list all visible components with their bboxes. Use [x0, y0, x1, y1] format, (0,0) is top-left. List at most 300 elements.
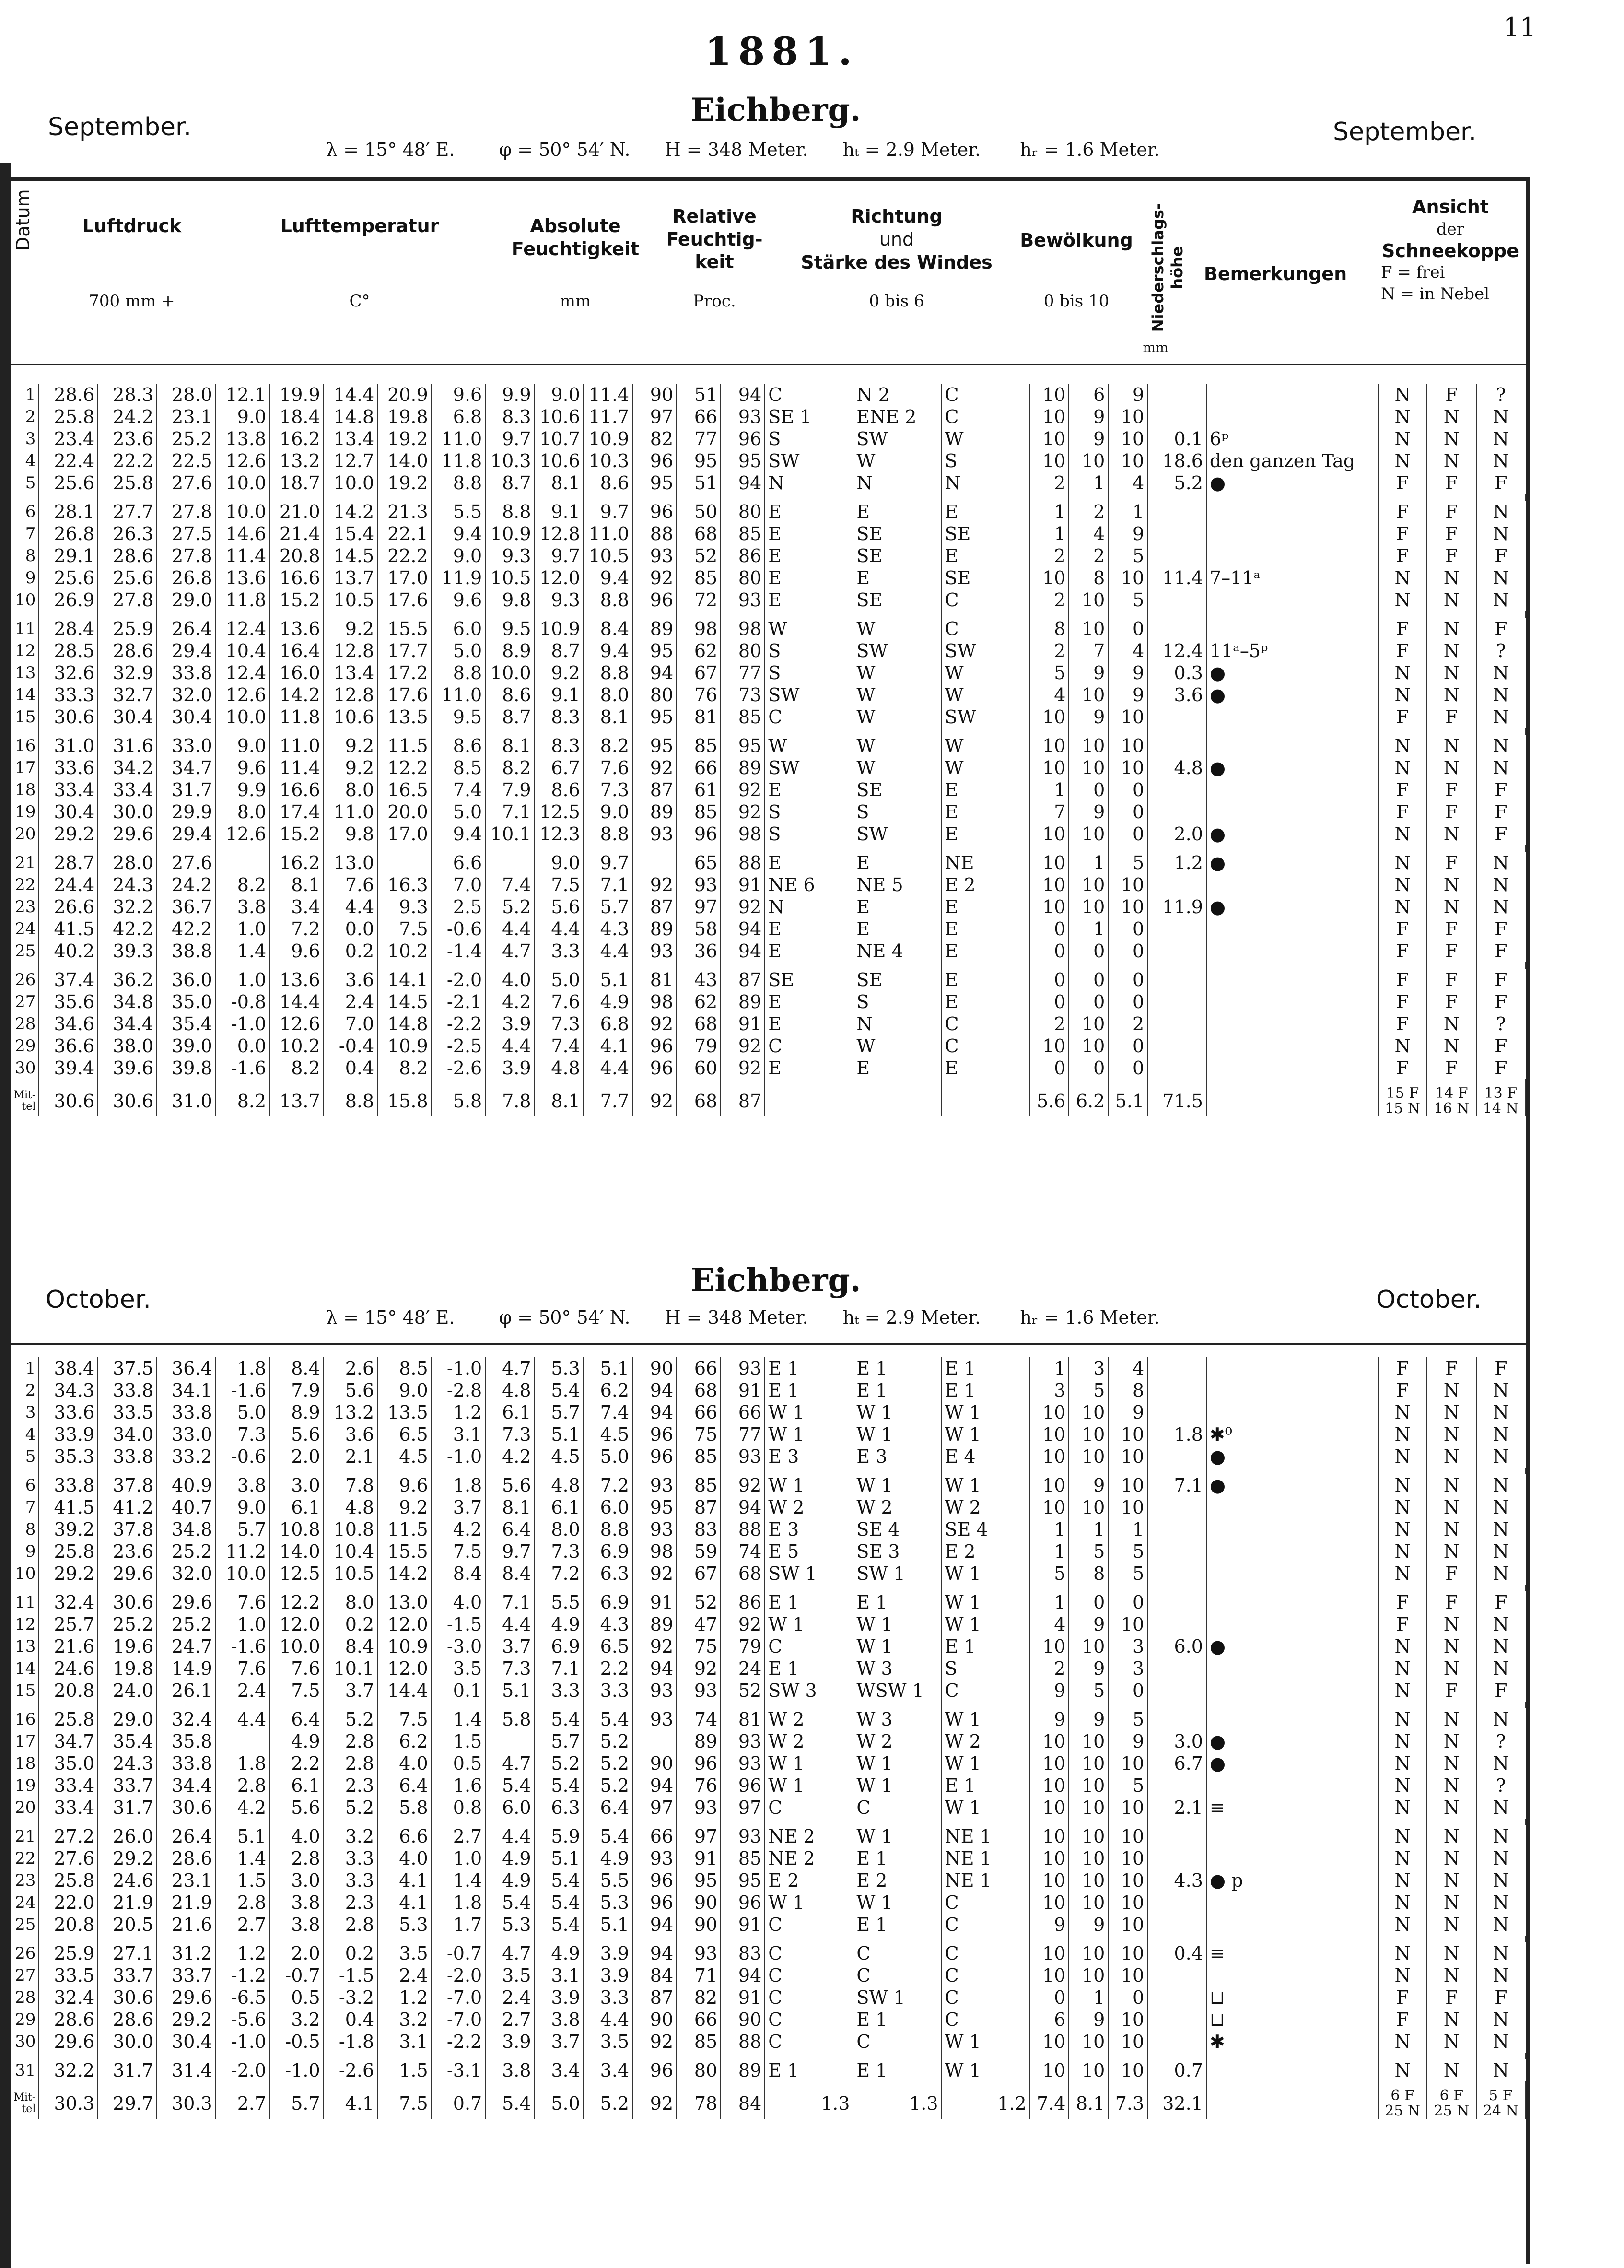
day-cell: 21 — [10, 1825, 39, 1847]
abs-humidity-cell: 3.9 — [485, 1013, 534, 1035]
pressure-cell: 23.6 — [98, 428, 157, 450]
cloud-cell: 10 — [1030, 428, 1069, 450]
abs-humidity-cell: 5.4 — [535, 1379, 584, 1401]
mean-cloud: 7.3 — [1108, 2088, 1147, 2119]
rel-humidity-cell: 94 — [632, 1914, 677, 1936]
abs-humidity-cell: 8.2 — [485, 757, 534, 779]
temperature-cell: -1.0 — [432, 1445, 486, 1468]
rel-humidity-cell: 96 — [632, 501, 677, 523]
gap-cell — [942, 494, 1030, 501]
wind-cell: SE — [942, 523, 1030, 545]
pressure-cell: 39.3 — [98, 940, 157, 962]
remark-cell: ● p — [1206, 1869, 1378, 1892]
temperature-cell: 1.0 — [432, 1847, 486, 1869]
abs-humidity-cell: 8.4 — [584, 618, 632, 640]
rel-humidity-cell: 60 — [677, 1057, 721, 1079]
rel-humidity-cell: 91 — [632, 1591, 677, 1613]
rel-humidity-cell: 94 — [632, 662, 677, 684]
precip-cell — [1147, 1496, 1206, 1518]
day-cell: 27 — [10, 1964, 39, 1986]
wind-cell: E — [942, 896, 1030, 918]
abs-humidity-cell: 7.1 — [535, 1657, 584, 1680]
abs-humidity-cell: 5.1 — [584, 969, 632, 991]
temperature-cell: 1.5 — [432, 1730, 486, 1752]
gap-cell — [1427, 2053, 1476, 2059]
gap-cell — [269, 962, 324, 969]
snowpeak-cell: N — [1493, 896, 1509, 917]
temperature-cell: 8.1 — [269, 874, 324, 896]
precip-cell — [1147, 1563, 1206, 1585]
gap-cell — [485, 1079, 534, 1086]
gap-cell — [1030, 611, 1069, 618]
gap-cell — [584, 2053, 632, 2059]
snowpeak-cell: F — [1495, 823, 1507, 845]
pressure-cell: 37.8 — [98, 1474, 157, 1496]
gap-cell — [535, 1079, 584, 1086]
gap-cell — [10, 611, 39, 618]
pressure-cell: 29.6 — [98, 1563, 157, 1585]
abs-humidity-cell: 5.7 — [535, 1730, 584, 1752]
pressure-cell: 41.2 — [98, 1496, 157, 1518]
remark-cell: ● — [1206, 852, 1378, 874]
gap-cell — [432, 1819, 486, 1825]
temperature-cell: 10.1 — [324, 1657, 378, 1680]
rel-humidity-cell: 86 — [721, 545, 765, 567]
day-cell: 15 — [10, 1680, 39, 1702]
cloud-cell: 5 — [1108, 589, 1147, 611]
temperature-cell: 13.6 — [269, 618, 324, 640]
pressure-cell: 26.8 — [39, 523, 98, 545]
rel-humidity-cell: 95 — [632, 1496, 677, 1518]
pressure-cell: 22.0 — [39, 1892, 98, 1914]
day-cell: 22 — [10, 1847, 39, 1869]
snowpeak-cell: N — [1427, 2059, 1476, 2081]
temperature-cell: -7.0 — [432, 1986, 486, 2009]
snowpeak-cell: N — [1493, 1709, 1509, 1730]
precip-cell — [1147, 1357, 1206, 1379]
abs-humidity-cell: 2.7 — [485, 2009, 534, 2031]
pressure-cell: 38.8 — [157, 940, 216, 962]
temperature-cell: 2.6 — [324, 1357, 378, 1379]
wind-cell: C — [765, 1797, 853, 1819]
temperature-cell: 13.5 — [377, 706, 432, 728]
rel-humidity-cell: 87 — [632, 779, 677, 801]
precip-cell — [1147, 523, 1206, 545]
cloud-cell: 7 — [1030, 801, 1069, 823]
cloud-cell: 10 — [1108, 1474, 1147, 1496]
temperature-cell: 2.8 — [324, 1730, 378, 1752]
gap-cell — [1147, 1079, 1206, 1086]
gap-cell — [157, 1702, 216, 1708]
temperature-cell: -0.6 — [432, 918, 486, 940]
wind-cell: W 2 — [765, 1496, 853, 1518]
temperature-cell: 17.6 — [377, 589, 432, 611]
mean-temperature: 2.7 — [216, 2088, 270, 2119]
abs-humidity-cell: 10.3 — [584, 450, 632, 472]
temperature-cell: 3.0 — [269, 1869, 324, 1892]
abs-humidity-cell: 9.1 — [535, 501, 584, 523]
table-row — [10, 406, 1525, 428]
temperature-cell: 7.4 — [432, 779, 486, 801]
cloud-cell: 10 — [1069, 1445, 1108, 1468]
gap-cell — [10, 728, 39, 735]
abs-humidity-cell: 10.6 — [535, 406, 584, 428]
gap-cell — [1476, 494, 1525, 501]
cloud-cell: 9 — [1069, 428, 1108, 450]
gap-cell — [1069, 1702, 1108, 1708]
abs-humidity-cell: 3.9 — [584, 1942, 632, 1964]
rel-humidity-cell: 88 — [721, 2031, 765, 2053]
rel-humidity-cell: 68 — [677, 1013, 721, 1035]
day-cell: 23 — [10, 1869, 39, 1892]
wind-cell: WSW 1 — [853, 1680, 941, 1702]
temperature-cell: 8.9 — [269, 1401, 324, 1423]
cloud-cell: 10 — [1108, 450, 1147, 472]
day-cell: 5 — [10, 472, 39, 494]
gap-cell — [39, 728, 98, 735]
temperature-cell: 5.6 — [324, 1379, 378, 1401]
abs-humidity-cell: 8.1 — [584, 706, 632, 728]
temperature-cell: 8.0 — [216, 801, 270, 823]
rel-humidity-cell: 81 — [721, 1708, 765, 1730]
table-row — [10, 1774, 1525, 1797]
snowpeak-cell: F — [1427, 852, 1476, 874]
snowpeak-cell: F — [1378, 1613, 1427, 1635]
temperature-cell: 2.8 — [216, 1892, 270, 1914]
wind-cell: E 3 — [765, 1518, 853, 1540]
temperature-cell: 9.4 — [432, 823, 486, 845]
abs-humidity-cell: 8.8 — [485, 501, 534, 523]
day-cell: 18 — [10, 1752, 39, 1774]
abs-humidity-cell: 4.4 — [485, 1825, 534, 1847]
snowpeak-cell: N — [1493, 874, 1509, 895]
mean-cloud: 8.1 — [1069, 2088, 1108, 2119]
pressure-cell: 42.2 — [157, 918, 216, 940]
gap-cell — [39, 962, 98, 969]
gap-cell — [485, 611, 534, 618]
pressure-cell: 22.4 — [39, 450, 98, 472]
snowpeak-cell: N — [1378, 1797, 1427, 1819]
mean-abs-humidity: 7.7 — [584, 1086, 632, 1116]
gap-cell — [39, 2053, 98, 2059]
snowpeak-cell: F — [1378, 706, 1427, 728]
pressure-cell: 33.8 — [98, 1445, 157, 1468]
gap-cell — [1108, 845, 1147, 852]
wind-cell: E — [853, 1057, 941, 1079]
temperature-cell: 7.6 — [269, 1657, 324, 1680]
cloud-cell: 10 — [1030, 1869, 1069, 1892]
snowpeak-cell: F — [1378, 918, 1427, 940]
pressure-cell: 36.0 — [157, 969, 216, 991]
temperature-cell: 2.7 — [432, 1825, 486, 1847]
temperature-cell: 9.6 — [377, 1474, 432, 1496]
cloud-cell: 0 — [1108, 801, 1147, 823]
gap-cell — [535, 611, 584, 618]
pressure-cell: 39.4 — [39, 1057, 98, 1079]
temperature-cell: 14.0 — [269, 1540, 324, 1563]
cloud-cell: 0 — [1108, 918, 1147, 940]
pressure-cell: 29.1 — [39, 545, 98, 567]
wind-cell: E — [853, 567, 941, 589]
snowpeak-cell: N — [1378, 1035, 1427, 1057]
pentad-gap — [10, 1468, 1525, 1474]
wind-cell: E — [765, 1057, 853, 1079]
year-title: 1881. — [705, 29, 859, 74]
temperature-cell: 6.2 — [377, 1730, 432, 1752]
precip-cell — [1147, 545, 1206, 567]
gap-cell — [1147, 1819, 1206, 1825]
gap-cell — [324, 1702, 378, 1708]
wind-cell: SE — [853, 589, 941, 611]
precip-cell: 6.0 — [1147, 1635, 1206, 1657]
gap-cell — [721, 2053, 765, 2059]
rel-humidity-cell: 75 — [677, 1635, 721, 1657]
abs-humidity-cell: 3.8 — [535, 2009, 584, 2031]
gap-cell — [677, 1936, 721, 1942]
temperature-cell: -0.7 — [269, 1964, 324, 1986]
day-cell: 7 — [10, 1496, 39, 1518]
temperature-cell: 12.6 — [269, 1013, 324, 1035]
cloud-cell: 3 — [1108, 1657, 1147, 1680]
table-row — [10, 940, 1525, 962]
pressure-cell: 41.5 — [39, 1496, 98, 1518]
pressure-cell: 29.6 — [39, 2031, 98, 2053]
snowpeak-cell: F — [1378, 801, 1427, 823]
abs-humidity-cell: 9.9 — [485, 384, 534, 406]
gap-cell — [1147, 494, 1206, 501]
pressure-cell: 29.6 — [157, 1591, 216, 1613]
pressure-cell: 35.3 — [39, 1445, 98, 1468]
pressure-cell: 31.4 — [157, 2059, 216, 2081]
abs-humidity-cell: 9.7 — [485, 428, 534, 450]
abs-humidity-cell: 4.7 — [485, 1357, 534, 1379]
gap-cell — [98, 2081, 157, 2088]
temperature-cell: 3.1 — [432, 1423, 486, 1445]
rel-humidity-cell: 95 — [721, 735, 765, 757]
datum-header: Datum — [12, 189, 34, 251]
pressure-cell: 40.2 — [39, 940, 98, 962]
pressure-cell: 29.6 — [157, 1986, 216, 2009]
rel-humidity-cell: 71 — [677, 1964, 721, 1986]
gap-cell — [584, 2081, 632, 2088]
mean-temperature: 7.5 — [377, 2088, 432, 2119]
rel-humidity-cell: 61 — [677, 779, 721, 801]
cloud-cell: 10 — [1108, 1797, 1147, 1819]
temperature-cell: 0.2 — [324, 940, 378, 962]
wind-cell: W 1 — [853, 1892, 941, 1914]
temperature-cell: 2.0 — [269, 1942, 324, 1964]
gap-cell — [216, 494, 270, 501]
snowpeak-cell: N — [1427, 1708, 1476, 1730]
pressure-cell: 30.6 — [98, 1591, 157, 1613]
precip-total: 32.1 — [1147, 2088, 1206, 2119]
abs-humidity-cell: 5.0 — [535, 969, 584, 991]
cloud-cell: 10 — [1030, 1474, 1069, 1496]
rel-humidity-cell: 96 — [632, 1423, 677, 1445]
temperature-cell: 5.8 — [377, 1797, 432, 1819]
pressure-cell: 34.4 — [157, 1774, 216, 1797]
table-row — [10, 1964, 1525, 1986]
temperature-cell: 9.2 — [324, 757, 378, 779]
abs-humidity-cell: 5.1 — [584, 1357, 632, 1379]
remark-cell — [1206, 589, 1378, 611]
gap-cell — [677, 1702, 721, 1708]
gap-cell — [157, 728, 216, 735]
rel-humidity-cell: 76 — [677, 684, 721, 706]
temperature-cell: 8.8 — [432, 472, 486, 494]
month-label-right-oct: October. — [1376, 1285, 1482, 1314]
wind-cell: E 1 — [765, 1357, 853, 1379]
rel-humidity-cell: 93 — [632, 1708, 677, 1730]
gap-cell — [324, 494, 378, 501]
gap-cell — [765, 962, 853, 969]
gap-cell — [1069, 2081, 1108, 2088]
snowpeak-cell: F — [1427, 523, 1476, 545]
temperature-cell: 13.4 — [324, 428, 378, 450]
gap-cell — [1108, 1079, 1147, 1086]
pentad-gap — [10, 2081, 1525, 2088]
abs-humidity-cell: 10.9 — [535, 618, 584, 640]
snowpeak-cell: F — [1427, 1986, 1476, 2009]
day-cell: 18 — [10, 779, 39, 801]
table-row — [10, 662, 1525, 684]
day-cell: 1 — [10, 384, 39, 406]
remark-cell — [1206, 1613, 1378, 1635]
snowpeak-cell: N — [1427, 1635, 1476, 1657]
precip-cell: 1.2 — [1147, 852, 1206, 874]
temperature-cell: 0.2 — [324, 1613, 378, 1635]
temperature-cell: 5.5 — [432, 501, 486, 523]
pressure-cell: 41.5 — [39, 918, 98, 940]
temperature-cell: 5.0 — [432, 640, 486, 662]
rel-humidity-cell: 87 — [632, 1986, 677, 2009]
table-row — [10, 1657, 1525, 1680]
temperature-cell: 17.0 — [377, 567, 432, 589]
precip-cell — [1147, 501, 1206, 523]
gap-cell — [10, 1819, 39, 1825]
pressure-cell: 28.6 — [98, 545, 157, 567]
gap-cell — [1108, 611, 1147, 618]
abs-humidity-cell: 3.4 — [535, 2059, 584, 2081]
remark-cell: ⊔ — [1206, 1986, 1378, 2009]
gap-cell — [1108, 2081, 1147, 2088]
abs-humidity-cell: 6.0 — [584, 1496, 632, 1518]
pressure-cell: 40.7 — [157, 1496, 216, 1518]
gap-cell — [1069, 611, 1108, 618]
precip-cell: 18.6 — [1147, 450, 1206, 472]
pressure-cell: 34.0 — [98, 1423, 157, 1445]
wind-cell: E — [853, 501, 941, 523]
rel-humidity-cell: 77 — [721, 662, 765, 684]
gap-cell — [377, 1585, 432, 1591]
gap-cell — [485, 728, 534, 735]
gap-cell — [1206, 845, 1378, 852]
rel-humidity-cell: 96 — [677, 1752, 721, 1774]
rel-humidity-cell: 95 — [677, 450, 721, 472]
gap-cell — [584, 1585, 632, 1591]
temperature-cell: 3.7 — [432, 1496, 486, 1518]
abs-humidity-cell: 7.4 — [535, 1035, 584, 1057]
pressure-cell: 28.6 — [157, 1847, 216, 1869]
cloud-cell: 10 — [1069, 1423, 1108, 1445]
abs-humidity-cell: 10.5 — [584, 545, 632, 567]
snowpeak-cell: N — [1493, 852, 1509, 873]
snowpeak-cell: N — [1378, 1401, 1427, 1423]
snowpeak-cell: N — [1493, 1475, 1509, 1496]
rel-humidity-cell: 66 — [721, 1401, 765, 1423]
snowpeak-cell: N — [1378, 1892, 1427, 1914]
gap-cell — [10, 2053, 39, 2059]
rel-humidity-cell: 77 — [677, 428, 721, 450]
gap-cell — [98, 1079, 157, 1086]
wind-cell: W 2 — [942, 1730, 1030, 1752]
snowpeak-cell: N — [1427, 823, 1476, 845]
pressure-cell: 36.6 — [39, 1035, 98, 1057]
day-cell: 2 — [10, 406, 39, 428]
pressure-cell: 27.6 — [39, 1847, 98, 1869]
pressure-cell: 33.4 — [39, 1774, 98, 1797]
precip-cell — [1147, 1445, 1206, 1468]
gap-cell — [269, 1585, 324, 1591]
gap-cell — [765, 1585, 853, 1591]
cloud-cell: 9 — [1069, 1613, 1108, 1635]
gap-cell — [535, 962, 584, 969]
snowpeak-cell: N — [1378, 1825, 1427, 1847]
temperature-cell: 9.0 — [216, 1496, 270, 1518]
pressure-cell: 29.2 — [98, 1847, 157, 1869]
temperature-cell: 9.0 — [216, 406, 270, 428]
temperature-cell: -1.0 — [432, 1357, 486, 1379]
temperature-cell: 15.5 — [377, 1540, 432, 1563]
temperature-cell: 14.6 — [216, 523, 270, 545]
snowpeak-cell: N — [1493, 1497, 1509, 1518]
pressure-cell: 30.0 — [98, 801, 157, 823]
gap-cell — [1206, 1819, 1378, 1825]
rel-humidity-cell: 82 — [632, 428, 677, 450]
temperature-cell: -1.6 — [216, 1057, 270, 1079]
snowpeak-cell: F — [1378, 472, 1427, 494]
pressure-cell: 24.3 — [98, 874, 157, 896]
temperature-cell: 2.4 — [216, 1680, 270, 1702]
snowpeak-cell: N — [1427, 1496, 1476, 1518]
precip-cell — [1147, 735, 1206, 757]
cloud-cell: 9 — [1069, 1657, 1108, 1680]
rel-humidity-cell: 82 — [677, 1986, 721, 2009]
wind-cell: N — [853, 472, 941, 494]
snowpeak-cell: N — [1493, 1446, 1509, 1467]
remark-cell: ● — [1206, 1730, 1378, 1752]
abs-humidity-cell: 5.5 — [535, 1591, 584, 1613]
cloud-cell: 1 — [1030, 1540, 1069, 1563]
abs-humidity-cell: 5.4 — [485, 1774, 534, 1797]
temperature-cell: 12.5 — [269, 1563, 324, 1585]
temperature-cell: 0.5 — [432, 1752, 486, 1774]
station-name-oct: Eichberg. — [690, 1261, 861, 1299]
temperature-cell: 11.0 — [269, 735, 324, 757]
snowpeak-cell: N — [1427, 1752, 1476, 1774]
cloud-cell: 4 — [1108, 640, 1147, 662]
snowpeak-cell: N — [1378, 1942, 1427, 1964]
table-row — [10, 991, 1525, 1013]
cloud-cell: 0 — [1069, 991, 1108, 1013]
wind-cell: SW — [765, 757, 853, 779]
precip-cell — [1147, 1847, 1206, 1869]
temperature-cell: 9.2 — [324, 618, 378, 640]
remark-cell — [1206, 779, 1378, 801]
wind-cell: W 1 — [765, 1401, 853, 1423]
cloud-cell: 9 — [1108, 684, 1147, 706]
pressure-cell: 35.0 — [39, 1752, 98, 1774]
